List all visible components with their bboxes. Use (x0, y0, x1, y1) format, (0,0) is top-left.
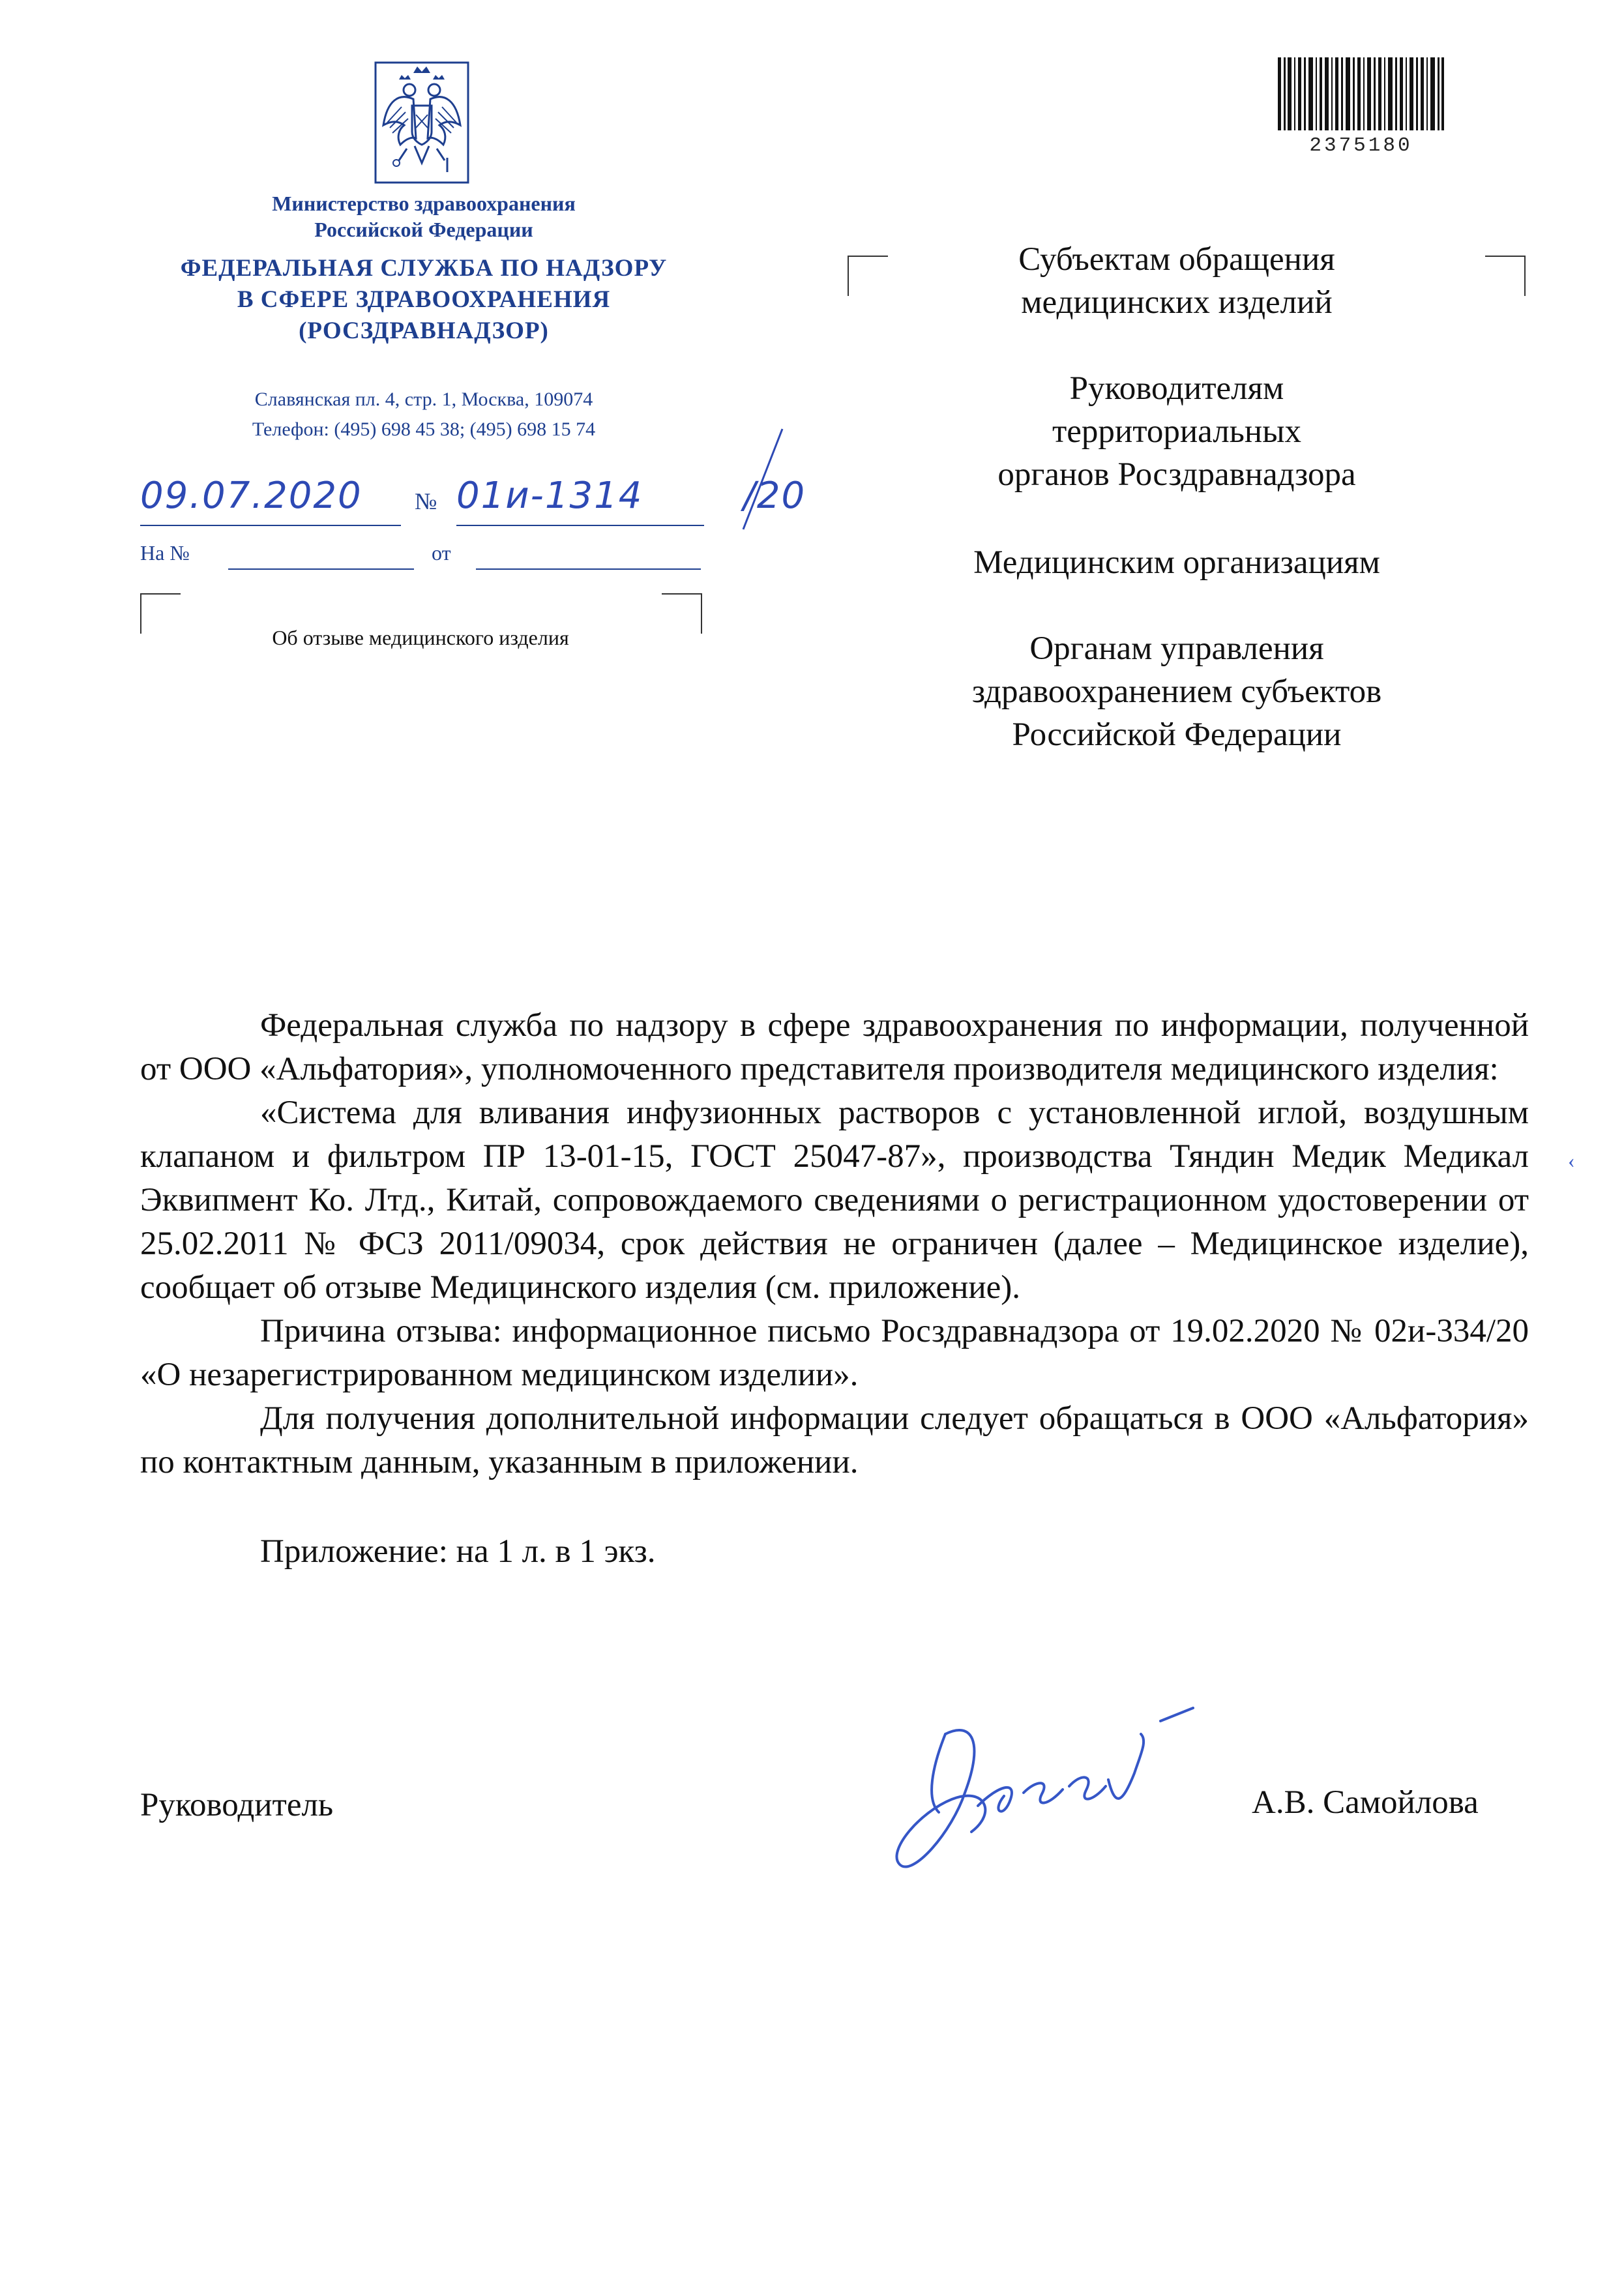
handwritten-signature (874, 1682, 1226, 1917)
number-underline (456, 525, 704, 526)
service-line-1: ФЕДЕРАЛЬНАЯ СЛУЖБА ПО НАДЗОРУ (180, 255, 668, 282)
margin-mark: ‹ (1568, 1149, 1575, 1172)
addressee-1 (867, 238, 1486, 324)
date-underline (140, 525, 401, 526)
addressee-2 (867, 367, 1486, 496)
ministry-line-2: Российской Федерации (314, 218, 533, 241)
addressee-2-line-2: территориальных (1052, 413, 1301, 450)
service-address (163, 385, 685, 445)
addressee-1-line-1: Субъектам обращения (1018, 241, 1335, 278)
from-underline (476, 568, 701, 570)
addressee-4-line-3: Российской Федерации (1012, 716, 1342, 753)
barcode-number: 2375180 (1309, 134, 1413, 157)
registration-date: 09.07.2020 (140, 475, 362, 517)
addressee-corner-right (1485, 256, 1526, 296)
addressee-2-line-3: органов Росздравнадзора (997, 456, 1356, 493)
registration-number: 01и-1314 (456, 475, 643, 517)
letter-subject: Об отзыве медицинского изделия (272, 626, 569, 649)
service-line-3: (РОСЗДРАВНАДЗОР) (299, 317, 549, 344)
body-paragraph-1: Федеральная служба по надзору в сфере здравоохранения по информации, полученной от ООО «Альфатория», уполномоченного представителя производителя медицинского изделия: (140, 1007, 1529, 1087)
barcode-icon (1278, 57, 1444, 130)
letter-body (140, 1004, 1529, 1574)
russian-coat-of-arms-icon (373, 60, 471, 185)
addressee-4-line-2: здравоохранением субъектов (971, 673, 1382, 710)
body-paragraph-4: Для получения дополнительной информации следует обращаться в ООО «Альфатория» по контактным данным, указанным в приложении. (140, 1400, 1529, 1480)
addressee-4 (867, 627, 1486, 756)
addressee-3-line-1: Медицинским организациям (973, 544, 1380, 581)
signatory-name: А.В. Самойлова (1252, 1784, 1479, 1821)
phone-line: Телефон: (495) 698 45 38; (495) 698 15 74 (252, 419, 596, 440)
body-paragraph-2: «Система для вливания инфузионных растворов с установленной иглой, воздушным клапаном и фильтром ПР 13-01-15, ГОСТ 25047-87», производства Тяндин Медик Медикал Эквипмент Ко. Лтд., Китай, сопровождаемого сведениями о регистрационном удостоверении от 25.02.2011 № ФСЗ 2011/09034, срок действия не ограничен (далее – Медицинское изделие), сообщает об отзыве Медицинского изделия (см. приложение). (140, 1095, 1529, 1306)
registration-slash-stroke (711, 424, 789, 535)
service-line-2: В СФЕРЕ ЗДРАВООХРАНЕНИЯ (237, 286, 611, 313)
attachment-note: Приложение: на 1 л. в 1 экз. (260, 1533, 656, 1570)
ministry-line-1: Министерство здравоохранения (272, 192, 576, 215)
service-name (130, 253, 717, 347)
in-reply-label: На № (140, 541, 190, 565)
from-label: от (432, 541, 451, 565)
addressee-2-line-1: Руководителям (1069, 370, 1284, 407)
registration-suffix: /20 (743, 475, 806, 517)
address-line: Славянская пл. 4, стр. 1, Москва, 109074 (254, 389, 593, 410)
ministry-name (196, 190, 652, 243)
number-sign: № (415, 488, 437, 514)
addressee-4-line-1: Органам управления (1029, 630, 1324, 667)
body-paragraph-3: Причина отзыва: информационное письмо Росздравнадзора от 19.02.2020 № 02и-334/20 «О незарегистрированном медицинском изделии». (140, 1313, 1529, 1393)
signatory-role: Руководитель (140, 1787, 334, 1823)
addressee-1-line-2: медицинских изделий (1021, 284, 1333, 321)
addressee-3 (867, 541, 1486, 584)
in-reply-underline (228, 568, 414, 570)
